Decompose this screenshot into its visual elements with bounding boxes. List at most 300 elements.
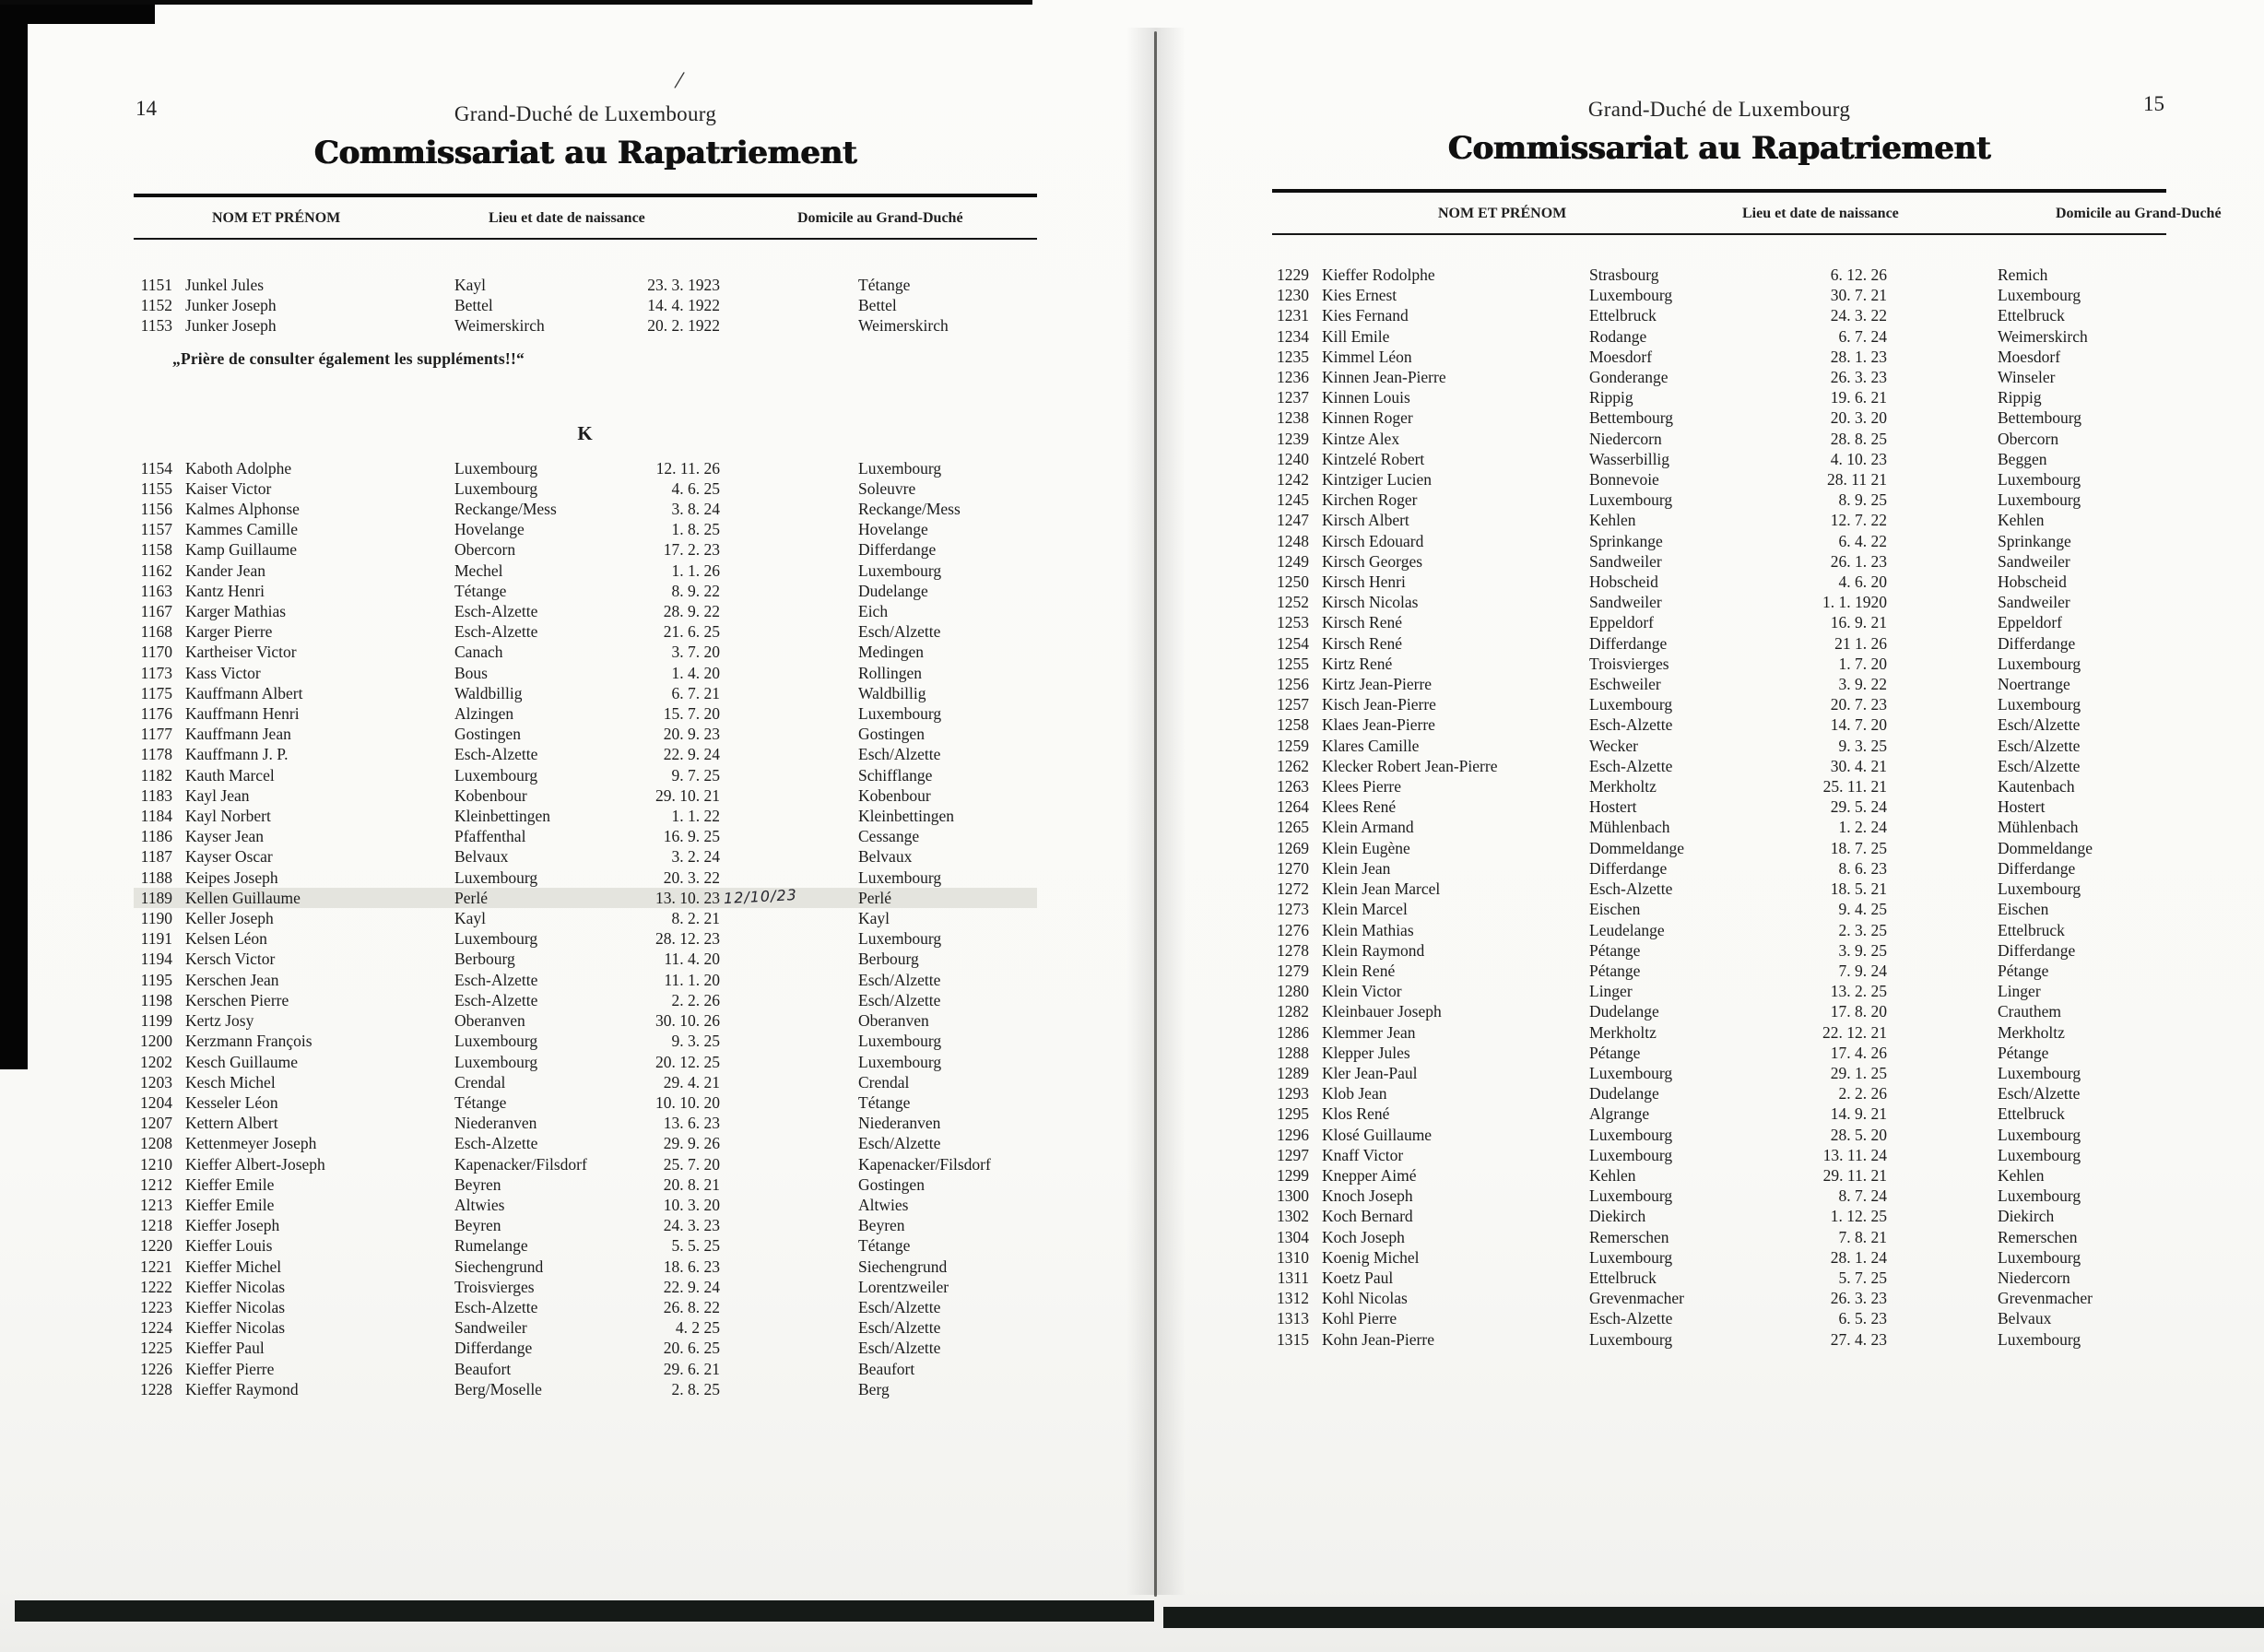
column-header-name: NOM ET PRÉNOM [212,210,341,226]
entry-birthplace: Wecker [1589,736,1638,755]
entry-number: 1228 [140,1379,172,1398]
entry-birthplace: Grevenmacher [1589,1289,1684,1308]
entry-name: Kieffer Emile [185,1195,275,1214]
entry-name: Klees Pierre [1322,777,1402,796]
entry-birthdate: 18. 7. 25 [1830,838,1887,857]
entry-birthplace: Oberanven [454,1011,525,1031]
entry-name: Kantz Henri [185,581,265,600]
entry-birthdate: 28. 9. 22 [663,602,720,621]
entry-birthplace: Mühlenbach [1589,818,1670,837]
entry-birthdate: 29. 1. 25 [1830,1063,1887,1082]
table-row [1272,981,2166,1001]
table-row [134,908,1037,928]
entry-birthdate: 6. 12. 26 [1830,266,1887,284]
entry-birthdate: 2. 8. 25 [671,1379,720,1398]
table-row [1272,674,2166,694]
entry-domicile: Siechengrund [858,1257,948,1276]
entry-birthdate: 17. 4. 26 [1830,1043,1887,1062]
entry-number: 1263 [1277,777,1309,796]
entry-number: 1182 [140,765,172,785]
entry-number: 1235 [1277,347,1309,366]
entry-name: Kettern Albert [185,1114,278,1133]
entry-name: Karger Pierre [185,622,273,642]
entry-name: Klob Jean [1322,1084,1387,1103]
entry-domicile: Waldbillig [858,683,926,702]
entry-name: Klepper Jules [1322,1043,1410,1062]
table-row [134,846,1037,867]
entry-name: Klecker Robert Jean-Pierre [1322,756,1498,775]
entry-birthdate: 28. 8. 25 [1830,429,1887,448]
entry-birthplace: Sandweiler [1589,551,1662,571]
entry-birthplace: Luxembourg [1589,1063,1673,1082]
entry-number: 1158 [140,540,172,560]
entry-number: 1293 [1277,1084,1309,1103]
entry-domicile: Diekirch [1998,1207,2055,1226]
entry-number: 1155 [140,478,172,498]
entry-domicile: Ettelbruck [1998,306,2065,325]
entry-birthdate: 1. 2. 24 [1838,818,1887,837]
table-row [134,928,1037,949]
entry-number: 1194 [140,950,172,969]
entry-birthplace: Differdange [1589,858,1668,878]
entry-birthdate: 8. 2. 21 [671,909,720,928]
entry-birthplace: Luxembourg [1589,1145,1673,1164]
entry-birthplace: Belvaux [454,847,509,867]
table-row [134,1133,1037,1153]
entry-number: 1176 [140,704,172,724]
entry-birthdate: 16. 9. 21 [1830,613,1887,632]
table-row [1272,305,2166,325]
entry-name: Kies Ernest [1322,286,1397,305]
entry-birthplace: Reckange/Mess [454,500,557,519]
entry-number: 1256 [1277,675,1309,694]
entry-birthdate: 1. 8. 25 [671,520,720,539]
scan-bottom-band-left [15,1600,1154,1622]
table-row [134,724,1037,744]
table-row [134,1113,1037,1133]
entry-domicile: Eppeldorf [1998,613,2062,632]
entry-name: Kieffer Louis [185,1236,273,1256]
table-row [1272,531,2166,551]
entry-birthdate: 15. 7. 20 [663,704,720,724]
entry-number: 1220 [140,1236,172,1256]
entry-name: Kirsch René [1322,633,1402,653]
table-row [1272,1103,2166,1124]
page-left [134,88,1037,1399]
entry-name: Koch Joseph [1322,1227,1405,1246]
entry-name: Klein René [1322,961,1396,980]
entry-domicile: Esch/Alzette [1998,736,2081,755]
entry-birthplace: Bonnevoie [1589,470,1659,490]
table-row [134,949,1037,969]
entry-domicile: Medingen [858,643,924,662]
table-row [134,458,1037,478]
table-row [134,1297,1037,1317]
entry-domicile: Mühlenbach [1998,818,2079,837]
entry-birthdate: 29. 10. 21 [655,785,720,805]
entry-number: 1289 [1277,1063,1309,1082]
divider-rule-thin [1272,233,2166,235]
entry-number: 1190 [140,909,172,928]
entry-name: Knepper Aimé [1322,1165,1417,1185]
entry-domicile: Kehlen [1998,511,2045,530]
entry-birthplace: Esch-Alzette [1589,756,1673,775]
entry-birthdate: 20. 7. 23 [1830,695,1887,714]
entry-name: Kieffer Rodolphe [1322,266,1435,284]
entry-name: Klees René [1322,797,1397,817]
entry-number: 1162 [140,560,172,580]
entry-birthdate: 20. 3. 22 [663,867,720,887]
entry-domicile: Tétange [858,1092,911,1112]
entry-birthplace: Esch-Alzette [1589,715,1673,735]
entry-birthdate: 20. 9. 23 [663,725,720,744]
entry-name: Koch Bernard [1322,1207,1413,1226]
entry-number: 1231 [1277,306,1309,325]
entry-birthdate: 13. 10. 23 [655,888,720,907]
entry-name: Kauffmann Albert [185,683,303,702]
table-row [1272,347,2166,367]
entry-birthdate: 20. 6. 25 [663,1339,720,1358]
table-row [1272,920,2166,940]
entry-birthdate: 25. 11. 21 [1822,777,1887,796]
entry-name: Kieffer Raymond [185,1379,299,1398]
entry-number: 1239 [1277,429,1309,448]
page-right [1272,83,2222,1350]
entry-birthdate: 6. 7. 24 [1838,326,1887,346]
entry-birthplace: Esch-Alzette [1589,879,1673,899]
section-letter: K [577,421,594,444]
entry-number: 1202 [140,1052,172,1071]
entry-name: Kesch Michel [185,1072,276,1092]
entry-domicile: Luxembourg [858,867,942,887]
entry-domicile: Esch/Alzette [1998,1084,2081,1103]
entry-birthdate: 12. 11. 26 [655,458,720,478]
entry-name: Kartheiser Victor [185,643,297,662]
entry-name: Kieffer Nicolas [185,1277,286,1296]
entry-birthdate: 8. 9. 25 [1838,490,1887,510]
entry-domicile: Pétange [1998,1043,2049,1062]
entry-birthplace: Differdange [454,1339,533,1358]
entry-birthdate: 24. 3. 23 [663,1216,720,1235]
entry-name: Kaiser Victor [185,478,272,498]
entry-birthdate: 7. 9. 24 [1838,961,1887,980]
entry-birthdate: 28. 1. 23 [1830,347,1887,366]
table-row [1272,1043,2166,1063]
entry-number: 1276 [1277,920,1309,939]
entry-number: 1224 [140,1318,172,1338]
entry-number: 1237 [1277,388,1309,407]
entry-birthdate: 9. 4. 25 [1838,900,1887,919]
entry-birthplace: Esch-Alzette [1589,1309,1673,1328]
page-number: 14 [136,97,157,120]
entry-name: Kisch Jean-Pierre [1322,695,1436,714]
entry-domicile: Differdange [858,540,937,560]
entry-birthplace: Luxembourg [454,458,538,478]
entry-birthdate: 30. 10. 26 [655,1011,720,1031]
entry-domicile: Rippig [1998,388,2042,407]
entry-number: 1225 [140,1339,172,1358]
entry-birthdate: 23. 3. 1923 [647,276,720,294]
entry-birthplace: Esch-Alzette [454,602,538,621]
entry-domicile: Luxembourg [858,704,942,724]
entry-name: Kaboth Adolphe [185,458,292,478]
table-row [1272,572,2166,592]
entry-birthplace: Esch-Alzette [454,745,538,764]
entry-birthdate: 8. 7. 24 [1838,1186,1887,1206]
entry-birthplace: Esch-Alzette [454,1134,538,1153]
entry-birthplace: Pétange [1589,940,1641,960]
entry-domicile: Eich [858,602,889,621]
table-row [1272,736,2166,756]
entry-name: Kirsch Albert [1322,511,1409,530]
entry-birthdate: 10. 10. 20 [655,1092,720,1112]
table-row [134,885,1037,908]
entry-domicile: Belvaux [1998,1309,2052,1328]
entry-domicile: Reckange/Mess [858,500,961,519]
entry-name: Kler Jean-Paul [1322,1063,1418,1082]
entry-birthdate: 29. 4. 21 [663,1072,720,1092]
entry-birthdate: 13. 2. 25 [1830,982,1887,1001]
entry-name: Kohn Jean-Pierre [1322,1329,1434,1349]
table-row [134,499,1037,519]
entry-domicile: Rollingen [858,663,923,682]
entry-birthplace: Sandweiler [454,1318,527,1338]
entry-domicile: Esch/Alzette [858,1318,941,1338]
table-row [134,765,1037,785]
entry-birthdate: 6. 5. 23 [1838,1309,1887,1328]
handwritten-annotation: 12/10/23 [723,885,798,907]
table-row [1272,1063,2166,1083]
entry-number: 1278 [1277,940,1309,960]
entry-domicile: Eischen [1998,900,2049,919]
entry-name: Koenig Michel [1322,1247,1420,1267]
entry-name: Kirsch Edouard [1322,531,1424,550]
entry-number: 1272 [1277,879,1309,899]
entry-birthplace: Rodange [1589,326,1647,346]
page-left-header [134,88,1037,171]
table-row [1272,940,2166,961]
entry-birthplace: Pfaffenthal [454,827,526,846]
entry-domicile: Luxembourg [1998,654,2081,673]
entry-number: 1279 [1277,961,1309,980]
entry-birthplace: Luxembourg [454,867,538,887]
entry-number: 1252 [1277,593,1309,612]
entry-birthplace: Moesdorf [1589,347,1653,366]
entry-name: Kieffer Nicolas [185,1297,286,1316]
scan-artifact-slash: / [672,65,687,96]
entry-domicile: Esch/Alzette [858,1339,941,1358]
entry-birthdate: 9. 3. 25 [1838,736,1887,755]
entry-name: Knaff Victor [1322,1145,1404,1164]
divider-rule-thin [134,238,1037,240]
table-row [134,970,1037,990]
entry-number: 1200 [140,1032,172,1051]
table-row [134,1010,1037,1031]
entry-number: 1175 [140,683,172,702]
entry-number: 1258 [1277,715,1309,735]
entry-number: 1170 [140,643,172,662]
entry-birthplace: Beyren [454,1174,501,1194]
entry-name: Kirsch René [1322,613,1402,632]
entry-birthplace: Siechengrund [454,1257,544,1276]
entry-domicile: Esch/Alzette [858,1297,941,1316]
entry-birthdate: 26. 3. 23 [1830,1289,1887,1308]
supplement-note: „Prière de consulter également les suppléments!!“ [172,348,525,368]
entry-domicile: Kleinbettingen [858,807,955,826]
column-header-birth: Lieu et date de naissance [1742,206,1899,221]
entry-birthplace: Hobscheid [1589,572,1658,592]
entry-name: Kersch Victor [185,950,276,969]
entry-birthplace: Merkholtz [1589,777,1657,796]
entry-number: 1270 [1277,858,1309,878]
entry-birthplace: Niedercorn [1589,429,1662,448]
entry-birthdate: 1. 4. 20 [671,663,720,682]
entry-name: Kauffmann Henri [185,704,300,724]
entry-birthplace: Luxembourg [1589,1329,1673,1349]
table-row [1272,1145,2166,1165]
entry-name: Klein Victor [1322,982,1402,1001]
table-row [1272,654,2166,674]
scan-edge-left [0,0,28,1069]
entry-birthplace: Luxembourg [1589,1186,1673,1206]
entry-name: Kerzmann François [185,1032,312,1051]
table-row [1272,551,2166,572]
entry-number: 1207 [140,1114,172,1133]
entry-birthdate: 22. 9. 24 [663,745,720,764]
binding-line [1154,31,1157,1597]
entry-birthplace: Esch-Alzette [454,970,538,989]
entry-number: 1269 [1277,838,1309,857]
entry-number: 1236 [1277,368,1309,387]
entry-birthplace: Troisvierges [1589,654,1669,673]
entry-name: Keller Joseph [185,909,274,928]
entry-number: 1168 [140,622,172,642]
table-row [1272,756,2166,776]
page-number: 15 [2143,92,2164,115]
entry-number: 1280 [1277,982,1309,1001]
entry-domicile: Merkholtz [1998,1022,2065,1042]
column-header-birth: Lieu et date de naissance [489,210,645,226]
entry-domicile: Kayl [858,909,890,928]
entry-name: Kettenmeyer Joseph [185,1134,317,1153]
table-row [134,1195,1037,1215]
column-header-name: NOM ET PRÉNOM [1438,206,1567,221]
entry-domicile: Kehlen [1998,1165,2045,1185]
entry-name: Knoch Joseph [1322,1186,1413,1206]
entry-name: Kirtz René [1322,654,1393,673]
entry-domicile: Luxembourg [1998,1247,2081,1267]
table-row [134,1359,1037,1379]
column-headers [134,197,1037,238]
entry-birthplace: Esch-Alzette [454,990,538,1009]
entry-name: Kirtz Jean-Pierre [1322,675,1433,694]
table-row [1272,1227,2166,1247]
table-row [1272,449,2166,469]
entry-birthplace: Kapenacker/Filsdorf [454,1154,587,1174]
country-header: Grand-Duché de Luxembourg [454,102,717,125]
entry-name: Kieffer Paul [185,1339,265,1358]
entry-birthdate: 28. 5. 20 [1830,1125,1887,1144]
entry-birthplace: Kayl [454,276,487,294]
entry-birthplace: Luxembourg [1589,1125,1673,1144]
table-row [134,683,1037,703]
table-row [1272,1329,2166,1350]
entry-birthdate: 1. 1. 26 [671,560,720,580]
entry-number: 1167 [140,602,172,621]
table-row [134,601,1037,621]
entry-name: Kies Fernand [1322,306,1409,325]
entry-birthplace: Luxembourg [1589,695,1673,714]
entry-number: 1199 [140,1011,172,1031]
page-right-header [1272,83,2166,167]
entry-number: 1208 [140,1134,172,1153]
entry-number: 1255 [1277,654,1309,673]
entry-name: Kerschen Pierre [185,990,289,1009]
entry-birthplace: Tétange [454,581,507,600]
entry-domicile: Esch/Alzette [1998,715,2081,735]
entry-birthplace: Remerschen [1589,1227,1669,1246]
entry-birthdate: 18. 6. 23 [663,1257,720,1276]
entry-domicile: Weimerskirch [858,316,949,336]
entry-birthplace: Hostert [1589,797,1637,817]
entry-domicile: Bettembourg [1998,408,2082,428]
entry-name: Klein Jean Marcel [1322,879,1441,899]
entry-name: Klos René [1322,1104,1390,1124]
entry-name: Klein Jean [1322,858,1391,878]
table-row [1272,510,2166,530]
entry-domicile: Tétange [858,1236,911,1256]
entry-number: 1189 [140,888,172,907]
entry-domicile: Luxembourg [858,1032,942,1051]
entry-birthplace: Leudelange [1589,920,1665,939]
entry-birthdate: 6. 7. 21 [671,683,720,702]
table-row [134,703,1037,724]
table-row [1272,326,2166,347]
table-row [134,295,1037,315]
entry-name: Klares Camille [1322,736,1420,755]
entry-birthplace: Troisvierges [454,1277,535,1296]
entry-birthplace: Dudelange [1589,1002,1659,1021]
entry-birthplace: Algrange [1589,1104,1650,1124]
entry-birthdate: 30. 4. 21 [1830,756,1887,775]
entry-birthplace: Wasserbillig [1589,449,1670,468]
entry-domicile: Gostingen [858,1174,925,1194]
entry-number: 1304 [1277,1227,1309,1246]
entry-name: Kayl Jean [185,785,250,805]
entry-name: Kohl Pierre [1322,1309,1397,1328]
entry-birthplace: Eppeldorf [1589,613,1654,632]
entry-birthplace: Sandweiler [1589,593,1662,612]
entry-name: Kieffer Nicolas [185,1318,286,1338]
entry-number: 1156 [140,500,172,519]
scan-bottom-band-right [1163,1607,2264,1628]
table-row [134,867,1037,888]
entry-birthplace: Luxembourg [1589,490,1673,510]
entry-birthplace: Beyren [454,1216,501,1235]
entry-domicile: Oberanven [858,1011,929,1031]
entry-birthplace: Alzingen [454,704,514,724]
table-row [1272,612,2166,632]
entry-domicile: Luxembourg [1998,490,2081,510]
entry-number: 1198 [140,990,172,1009]
entry-number: 1226 [140,1359,172,1378]
table-row [1272,1186,2166,1206]
entry-number: 1273 [1277,900,1309,919]
entry-number: 1154 [140,458,172,478]
entry-birthdate: 11. 1. 20 [664,970,720,989]
table-row [134,478,1037,499]
entry-domicile: Luxembourg [1998,1145,2081,1164]
